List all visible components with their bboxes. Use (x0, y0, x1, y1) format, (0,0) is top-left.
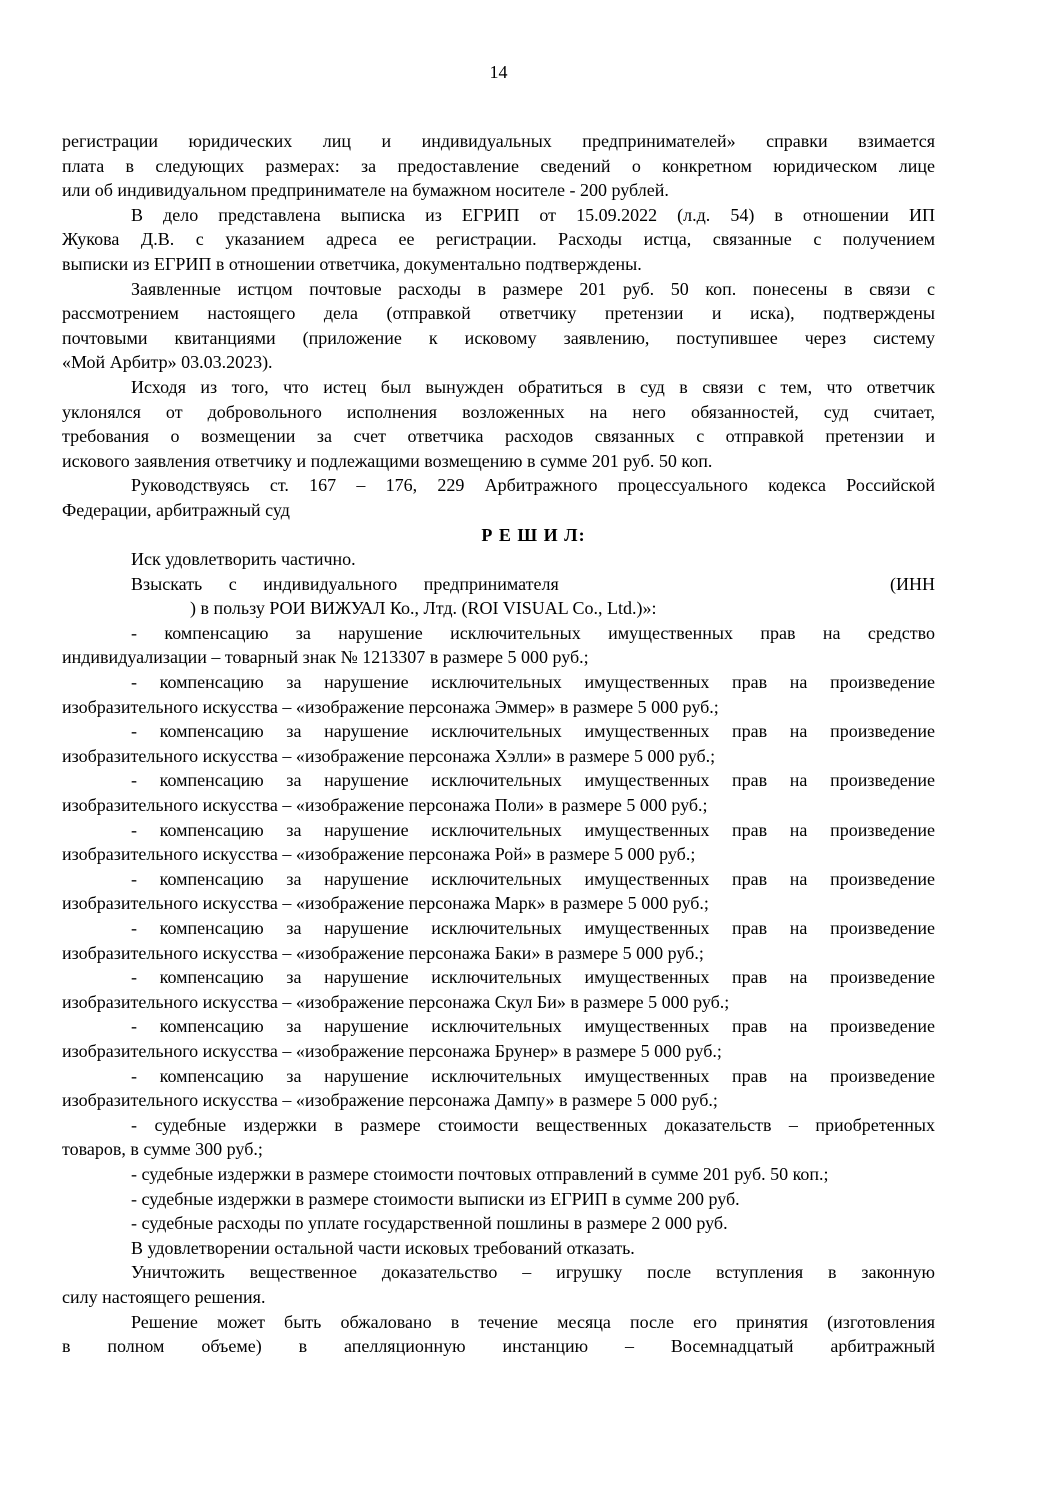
text-line: - компенсацию за нарушение исключительных имущественных прав на произведение (131, 1016, 935, 1037)
text-line: Уничтожить вещественное доказательство – игрушку после вступления в законную (131, 1262, 935, 1283)
page-number: 14 (489, 62, 508, 82)
text-line: изобразительного искусства – «изображение персонажа Марк» в размере 5 000 руб.; (62, 893, 709, 914)
text-line: изобразительного искусства – «изображение персонажа Эммер» в размере 5 000 руб.; (62, 696, 719, 717)
text-line: Жукова Д.В. с указанием адреса ее регистрации. Расходы истца, связанные с получением (62, 229, 935, 250)
text-line: Иск удовлетворить частично. (131, 549, 356, 570)
text-line: - судебные издержки в размере стоимости вещественных доказательств – приобретенных (131, 1114, 935, 1135)
text-line: требования о возмещении за счет ответчика расходов связанных с отправкой претензии и (62, 426, 935, 447)
text-line: почтовыми квитанциями (приложение к исковому заявлению, поступившее через систему (62, 327, 935, 348)
text-line: изобразительного искусства – «изображение персонажа Баки» в размере 5 000 руб.; (62, 942, 704, 963)
text-line: - компенсацию за нарушение исключительных имущественных прав на произведение (131, 819, 935, 840)
text-line: уклонялся от добровольного исполнения возложенных на него обязанностей, суд считает, (62, 401, 935, 422)
text-line: индивидуализации – товарный знак № 1213307 в размере 5 000 руб.; (62, 647, 589, 668)
text-line: - компенсацию за нарушение исключительных имущественных прав на произведение (131, 918, 935, 938)
text-line: рассмотрением настоящего дела (отправкой ответчику претензии и иска), подтверждены (62, 303, 935, 324)
text-line: Исходя из того, что истец был вынужден обратиться в суд в связи с тем, что ответчик (131, 376, 935, 397)
text-line: плата в следующих размерах: за предоставление сведений о конкретном юридическом лице (62, 155, 935, 176)
text-line: - компенсацию за нарушение исключительных имущественных прав на произведение (131, 672, 935, 693)
document-body (62, 129, 935, 1359)
defendant-line (62, 572, 935, 597)
text-line: изобразительного искусства – «изображение персонажа Дампу» в размере 5 000 руб.; (62, 1090, 718, 1111)
text-line: - компенсацию за нарушение исключительных имущественных прав на произведение (131, 967, 935, 988)
inn-label: (ИНН (890, 573, 935, 594)
text-line: изобразительного искусства – «изображение персонажа Рой» в размере 5 000 руб.; (62, 844, 696, 865)
text-line: - судебные издержки в размере стоимости выписки из ЕГРИП в сумме 200 руб. (131, 1188, 740, 1209)
text-line: изобразительного искусства – «изображение персонажа Скул Би» в размере 5 000 руб.; (62, 991, 730, 1012)
text-line: выписки из ЕГРИП в отношении ответчика, документально подтверждены. (62, 253, 642, 274)
text-line: «Мой Арбитр» 03.03.2023). (62, 352, 273, 373)
text-line: товаров, в сумме 300 руб.; (62, 1139, 263, 1160)
text-line: ) в пользу РОИ ВИЖУАЛ Ко., Лтд. (ROI VISUAL Co., Ltd.)»: (190, 598, 657, 619)
text-line: регистрации юридических лиц и индивидуальных предпринимателей» справки взимается (62, 131, 935, 151)
text-line: В дело представлена выписка из ЕГРИП от 15.09.2022 (л.д. 54) в отношении ИП (131, 204, 935, 225)
text-line: - компенсацию за нарушение исключительных имущественных прав на средство (131, 622, 935, 643)
text-line: изобразительного искусства – «изображение персонажа Брунер» в размере 5 000 руб.; (62, 1040, 722, 1061)
text-line: или об индивидуальном предпринимателе на бумажном носителе - 200 рублей. (62, 180, 669, 201)
text-line: - судебные издержки в размере стоимости почтовых отправлений в сумме 201 руб. 50 коп.; (131, 1163, 829, 1184)
text-line: - компенсацию за нарушение исключительных имущественных прав на произведение (131, 1065, 935, 1086)
text-line: - компенсацию за нарушение исключительных имущественных прав на произведение (131, 868, 935, 889)
text-line: искового заявления ответчику и подлежащими возмещению в сумме 201 руб. 50 коп. (62, 450, 713, 471)
text-line: изобразительного искусства – «изображение персонажа Поли» в размере 5 000 руб.; (62, 795, 708, 816)
defendant-intro-text: Взыскать с индивидуального предпринимателя (131, 573, 559, 594)
text-line: В удовлетворении остальной части исковых требований отказать. (131, 1237, 635, 1258)
text-line: Заявленные истцом почтовые расходы в размере 201 руб. 50 коп. понесены в связи с (131, 278, 935, 299)
text-line: в полном объеме) в апелляционную инстанцию – Восемнадцатый арбитражный (62, 1336, 935, 1357)
text-line: изобразительного искусства – «изображение персонажа Хэлли» в размере 5 000 руб.; (62, 745, 716, 766)
text-line: силу настоящего решения. (62, 1286, 266, 1307)
text-line: Решение может быть обжаловано в течение месяца после его принятия (изготовления (131, 1311, 935, 1332)
text-line: Руководствуясь ст. 167 – 176, 229 Арбитражного процессуального кодекса Российской (131, 475, 935, 496)
decision-heading: Р Е Ш И Л: (481, 524, 586, 545)
text-line: Федерации, арбитражный суд (62, 499, 290, 520)
text-line: - компенсацию за нарушение исключительных имущественных прав на произведение (131, 721, 935, 742)
text-line: - компенсацию за нарушение исключительных имущественных прав на произведение (131, 770, 935, 791)
text-line: - судебные расходы по уплате государственной пошлины в размере 2 000 руб. (131, 1213, 728, 1234)
